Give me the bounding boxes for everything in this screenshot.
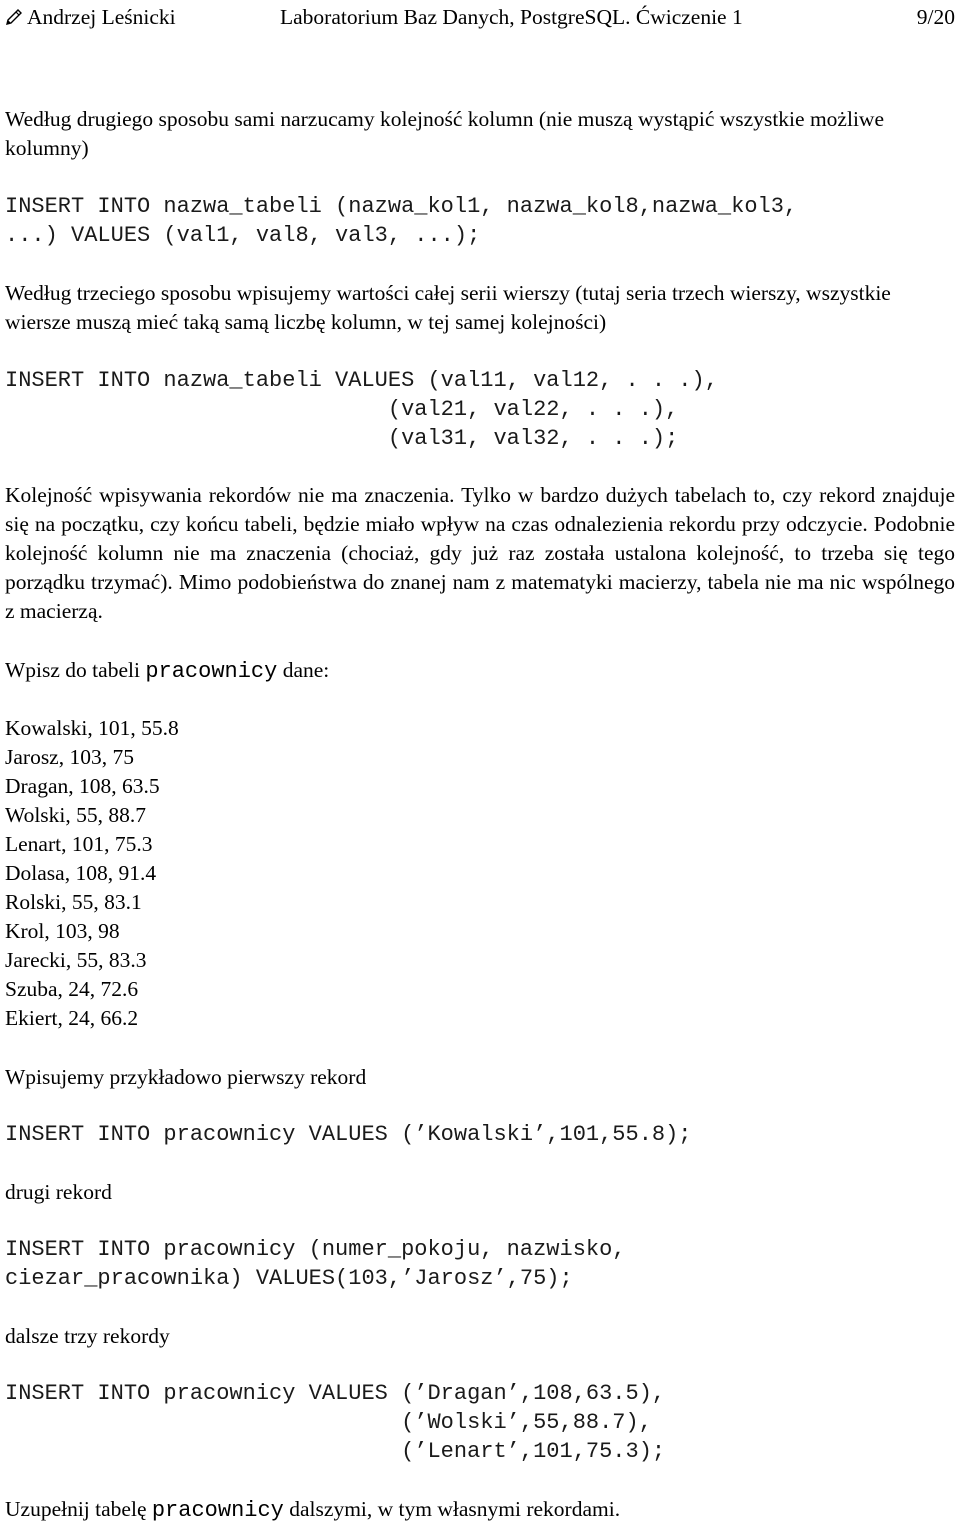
code-line: (’Lenart’,101,75.3); bbox=[5, 1439, 666, 1464]
paragraph-third-method: Według trzeciego sposobu wpisujemy wartości całej serii wierszy (tutaj seria trzech wierszy, wszystkie wiersze muszą mieć taką samą liczbę kolumn, w tej samej kolejności) bbox=[5, 281, 891, 334]
list-item: Dolasa, 108, 91.4 bbox=[5, 861, 157, 885]
paragraph-first-record: Wpisujemy przykładowo pierwszy rekord bbox=[5, 1065, 367, 1089]
code-line: INSERT INTO pracownicy (numer_pokoju, nazwisko, bbox=[5, 1237, 626, 1262]
code-line: (val31, val32, . . .); bbox=[5, 426, 679, 451]
list-item: Dragan, 108, 63.5 bbox=[5, 774, 160, 798]
list-item: Jarecki, 55, 83.3 bbox=[5, 948, 147, 972]
code-block-insert-columns bbox=[5, 192, 955, 250]
code-line: INSERT INTO nazwa_tabeli VALUES (val11, val12, . . .), bbox=[5, 368, 718, 393]
code-line: ...) VALUES (val1, val8, val3, ...); bbox=[5, 223, 481, 248]
code-line: ciezar_pracownika) VALUES(103,’Jarosz’,75); bbox=[5, 1266, 573, 1291]
header-page-number: 9/20 bbox=[916, 5, 955, 29]
table-name-code: pracownicy bbox=[151, 1498, 284, 1523]
code-block-second-record bbox=[5, 1235, 955, 1293]
records-list bbox=[5, 714, 955, 1033]
list-item: Kowalski, 101, 55.8 bbox=[5, 716, 179, 740]
header-author: Andrzej Leśnicki bbox=[27, 5, 176, 29]
header-course-title: Laboratorium Baz Danych, PostgreSQL. Ćwiczenie 1 bbox=[280, 5, 743, 29]
list-item: Szuba, 24, 72.6 bbox=[5, 977, 139, 1001]
pencil-icon bbox=[5, 3, 27, 32]
paragraph-record-order: Kolejność wpisywania rekordów nie ma znaczenia. Tylko w bardzo dużych tabelach to, czy rekord znajduje się na początku, czy końcu tabeli, będzie miało wpływ na czas odnalezienia rekordu przy odczycie. Podobnie kolejność kolumn nie ma znaczenia (chociaż, gdy już raz została ustalona kolejność, to trzeba się tego porządku trzymać). Mimo podobieństwa do znanej nam z matematyki macierzy, tabela nie ma nic wspólnego z macierzą. bbox=[5, 483, 955, 623]
code-block-insert-multirow bbox=[5, 366, 955, 453]
instruction-enter-data: Wpisz do tabeli pracownicy dane: bbox=[5, 658, 330, 684]
paragraph-three-records: dalsze trzy rekordy bbox=[5, 1324, 170, 1348]
paragraph-second-record: drugi rekord bbox=[5, 1180, 112, 1204]
list-item: Lenart, 101, 75.3 bbox=[5, 832, 153, 856]
list-item: Jarosz, 103, 75 bbox=[5, 745, 134, 769]
list-item: Rolski, 55, 83.1 bbox=[5, 890, 142, 914]
document-page bbox=[5, 0, 955, 1525]
code-block-first-record: INSERT INTO pracownicy VALUES (’Kowalski’,101,55.8); bbox=[5, 1122, 692, 1147]
table-name-code: pracownicy bbox=[145, 659, 278, 684]
code-line: (val21, val22, . . .), bbox=[5, 397, 679, 422]
list-item: Ekiert, 24, 66.2 bbox=[5, 1006, 139, 1030]
code-line: INSERT INTO pracownicy VALUES (’Dragan’,108,63.5), bbox=[5, 1381, 666, 1406]
list-item: Krol, 103, 98 bbox=[5, 919, 120, 943]
code-line: (’Wolski’,55,88.7), bbox=[5, 1410, 652, 1435]
list-item: Wolski, 55, 88.7 bbox=[5, 803, 147, 827]
code-block-three-records bbox=[5, 1379, 955, 1466]
code-line: INSERT INTO nazwa_tabeli (nazwa_kol1, nazwa_kol8,nazwa_kol3, bbox=[5, 194, 798, 219]
page-header bbox=[5, 3, 955, 32]
instruction-complete-table: Uzupełnij tabelę pracownicy dalszymi, w tym własnymi rekordami. bbox=[5, 1497, 621, 1523]
paragraph-second-method: Według drugiego sposobu sami narzucamy kolejność kolumn (nie muszą wystąpić wszystkie możliwe kolumny) bbox=[5, 107, 884, 160]
